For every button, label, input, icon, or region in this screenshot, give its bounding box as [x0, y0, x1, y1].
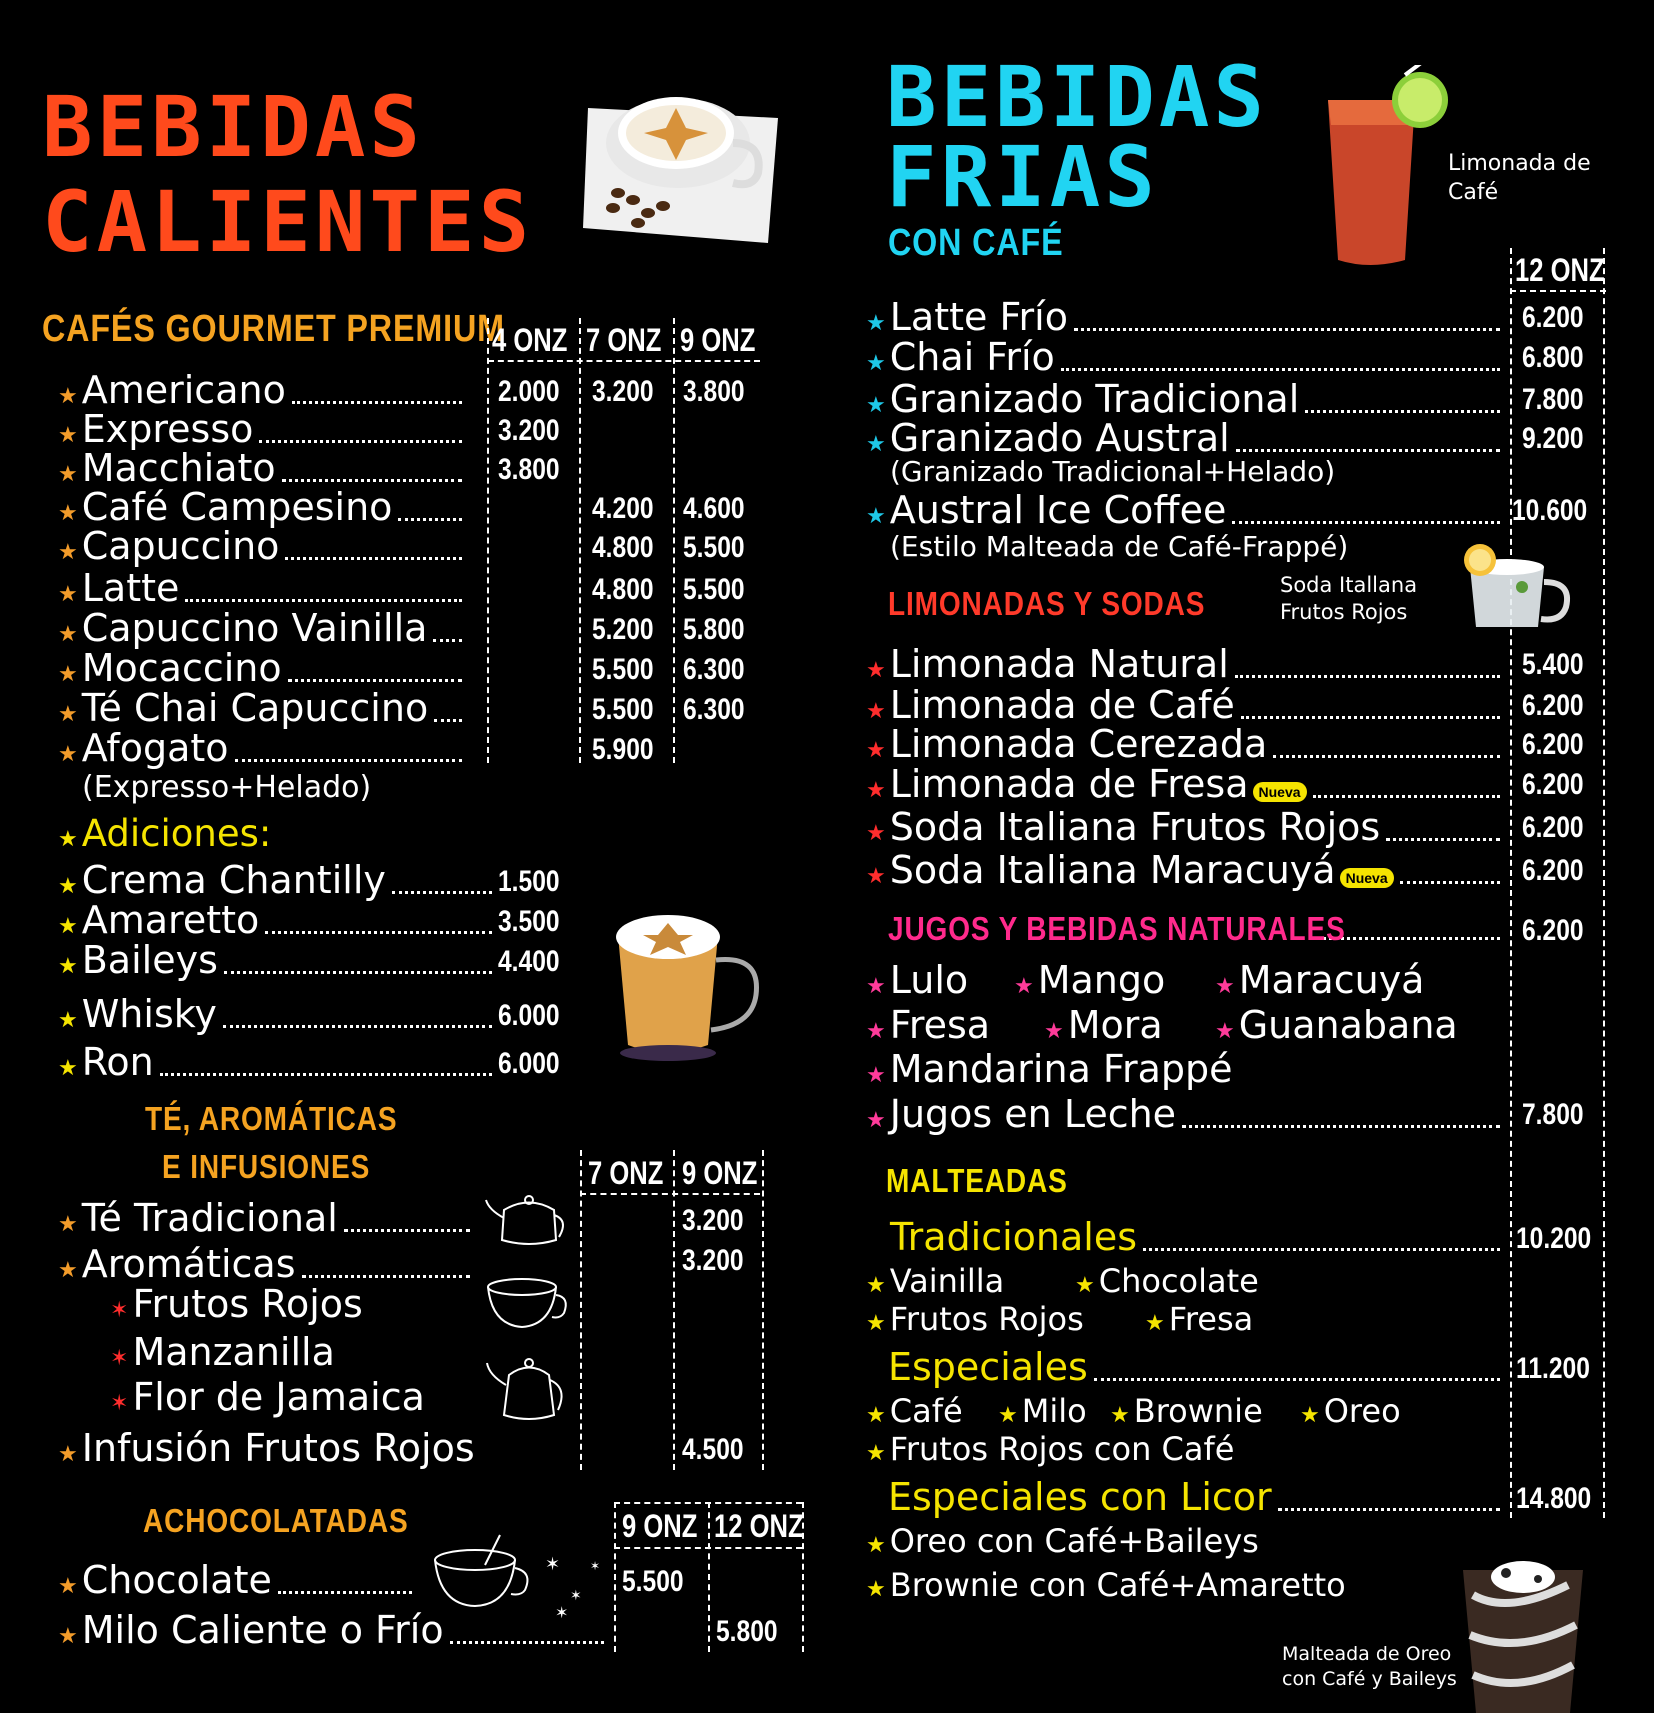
- limonada-row: [866, 848, 1506, 892]
- gourmet-price-p3: 6.300: [683, 653, 745, 686]
- star-icon: ★: [866, 504, 886, 529]
- achoco-col-9onz: 9 ONZ: [622, 1508, 698, 1544]
- svg-text:✶: ✶: [590, 1559, 601, 1573]
- licor-row: [888, 1475, 1506, 1519]
- cold-title-line1: BEBIDAS: [886, 48, 1269, 146]
- teapot-icon: [484, 1190, 574, 1250]
- limonada-name: Soda Italiana Maracuyá: [889, 848, 1336, 892]
- flavor-frutos-rojos-cafe: ★ Frutos Rojos con Café: [866, 1430, 1235, 1468]
- star-icon: ★: [58, 540, 78, 565]
- con-cafe-price: 6.800: [1522, 341, 1584, 374]
- con-cafe-name: Granizado Tradicional: [889, 377, 1300, 421]
- gourmet-col-7onz: 7 ONZ: [586, 322, 662, 358]
- star-icon: ★: [866, 658, 886, 683]
- aromatica-manzanilla-label: Manzanilla: [132, 1330, 335, 1374]
- con-cafe-row: [866, 416, 1506, 460]
- milo-row: ★ Milo Caliente o Frío: [58, 1608, 610, 1652]
- milo-price: 5.800: [716, 1615, 778, 1648]
- star-icon: ★: [866, 432, 886, 457]
- gourmet-item-row: [58, 407, 468, 451]
- aromaticas-name: Aromáticas: [81, 1242, 296, 1286]
- chocolate-name: Chocolate: [81, 1558, 272, 1602]
- gourmet-item-name: Afogato: [81, 726, 229, 770]
- con-cafe-price: 9.200: [1522, 422, 1584, 455]
- gourmet-price-p2: 4.800: [592, 573, 654, 606]
- limonada-name: Limonada Cerezada: [889, 722, 1268, 766]
- jugos-leche-name: Jugos en Leche: [889, 1092, 1177, 1136]
- gourmet-item-name: Capuccino Vainilla: [81, 606, 428, 650]
- gourmet-price-p3: 5.500: [683, 573, 745, 606]
- limonada-price: 6.200: [1522, 728, 1584, 761]
- gourmet-price-p2: 3.200: [592, 375, 654, 408]
- achoco-col-12onz: 12 ONZ: [714, 1508, 804, 1544]
- flavor-brownie-label: Brownie: [1133, 1392, 1263, 1430]
- gourmet-price-p2: 4.800: [592, 531, 654, 564]
- limonada-row: [866, 722, 1506, 766]
- malteada-oreo-caption: Malteada de Oreo con Café y Baileys: [1282, 1643, 1457, 1690]
- gourmet-item-row: [58, 606, 468, 650]
- aromatica-manzanilla: ✶ Manzanilla: [110, 1330, 335, 1374]
- flavor-vainilla: ★ Vainilla: [866, 1262, 1005, 1300]
- gourmet-item-row: [58, 686, 468, 730]
- limonada-de-cafe-caption: Limonada de Café: [1448, 151, 1591, 205]
- gourmet-price-p3: 4.600: [683, 492, 745, 525]
- adicion-row: [58, 938, 498, 982]
- flavor-frutos-rojos-label: Frutos Rojos: [889, 1300, 1084, 1338]
- achoco-title: ACHOCOLATADAS: [143, 1502, 409, 1539]
- gourmet-price-p3: 5.800: [683, 613, 745, 646]
- flavor-frutos-rojos-cafe-label: Frutos Rojos con Café: [889, 1430, 1235, 1468]
- nueva-badge: Nueva: [1340, 868, 1394, 888]
- star-icon: ★: [58, 462, 78, 487]
- te-title-line2: E INFUSIONES: [162, 1148, 371, 1185]
- flavor-milo-label: Milo: [1021, 1392, 1087, 1430]
- star-icon: ★: [866, 778, 886, 803]
- gourmet-price-p3: 3.800: [683, 375, 745, 408]
- milo-name: Milo Caliente o Frío: [81, 1608, 444, 1652]
- fruit-maracuya-label: Maracuyá: [1238, 958, 1425, 1002]
- star-icon: ★: [58, 874, 78, 899]
- gourmet-price-p2: 4.200: [592, 492, 654, 525]
- con-cafe-name: Granizado Austral: [889, 416, 1230, 460]
- licor-brownie: ★ Brownie con Café+Amaretto: [866, 1566, 1346, 1604]
- tradicionales-name: Tradicionales: [890, 1215, 1138, 1259]
- cappuccino-image: [578, 88, 788, 258]
- limonada-price: 6.200: [1522, 768, 1584, 801]
- gourmet-item-name: Latte: [81, 566, 180, 610]
- fruit-mandarina-label: Mandarina Frappé: [889, 1047, 1233, 1091]
- flavor-fresa: ★ Fresa: [1145, 1300, 1254, 1338]
- te-tradicional-name: Té Tradicional: [81, 1196, 338, 1240]
- aromatica-frutos-rojos: ✶ Frutos Rojos: [110, 1282, 363, 1326]
- star-icon: ★: [58, 662, 78, 687]
- infusion-name: Infusión Frutos Rojos: [81, 1426, 475, 1470]
- teacup-icon: [482, 1275, 572, 1335]
- limonada-price: 6.200: [1522, 811, 1584, 844]
- gourmet-price-p2: 5.900: [592, 733, 654, 766]
- gourmet-item-name: Capuccino: [81, 524, 280, 568]
- gourmet-item-row: [58, 646, 468, 690]
- gourmet-item-row: [58, 524, 468, 568]
- limonada-name: Limonada de Fresa: [889, 762, 1249, 806]
- hot-title-line2: CALIENTES: [42, 173, 534, 271]
- con-cafe-price: 10.600: [1512, 494, 1588, 527]
- limonada-row: [866, 642, 1506, 686]
- limonada-name: Soda Italiana Frutos Rojos: [889, 805, 1381, 849]
- adicion-price: 3.500: [498, 905, 560, 938]
- star-icon: ★: [58, 954, 78, 979]
- gourmet-price-p2: 5.200: [592, 613, 654, 646]
- con-cafe-row: [866, 377, 1506, 421]
- gourmet-item-row: [58, 446, 468, 490]
- aromatica-flor-jamaica-label: Flor de Jamaica: [132, 1375, 425, 1419]
- adiciones-title: Adiciones:: [81, 812, 272, 855]
- gourmet-price-p1: 2.000: [498, 375, 560, 408]
- svg-text:✶: ✶: [545, 1554, 561, 1575]
- aromatica-frutos-rojos-label: Frutos Rojos: [132, 1282, 363, 1326]
- adicion-price: 6.000: [498, 1047, 560, 1080]
- especiales-row: [888, 1345, 1506, 1389]
- flavor-chocolate-label: Chocolate: [1098, 1262, 1259, 1300]
- chocolate-cup-icon: [420, 1530, 610, 1620]
- flavor-fresa-label: Fresa: [1168, 1300, 1254, 1338]
- licor-brownie-label: Brownie con Café+Amaretto: [889, 1566, 1346, 1604]
- con-cafe-row: [866, 335, 1506, 379]
- adicion-price: 1.500: [498, 865, 560, 898]
- adicion-row: [58, 858, 498, 902]
- star-icon: ★: [58, 622, 78, 647]
- adicion-name: Whisky: [81, 992, 217, 1036]
- con-cafe-name: Latte Frío: [889, 295, 1068, 339]
- adicion-name: Crema Chantilly: [81, 858, 386, 902]
- star-icon: ★: [58, 914, 78, 939]
- gourmet-price-p3: 5.500: [683, 531, 745, 564]
- aromaticas-price: 3.200: [682, 1244, 744, 1277]
- gourmet-item-name: Macchiato: [81, 446, 276, 490]
- latte-glass-image: [608, 905, 778, 1065]
- fruit-mango: ★ Mango: [1014, 958, 1166, 1002]
- star-icon: ★: [866, 351, 886, 376]
- especiales-name: Especiales: [888, 1345, 1088, 1389]
- limonada-name: Limonada de Café: [889, 683, 1235, 727]
- fruit-fresa: ★ Fresa: [866, 1003, 991, 1047]
- licor-name: Especiales con Licor: [888, 1475, 1272, 1519]
- fruit-mandarina: ★ Mandarina Frappé: [866, 1047, 1233, 1091]
- gourmet-item-row: [58, 726, 468, 770]
- gourmet-item-name: Mocaccino: [81, 646, 282, 690]
- flavor-frutos-rojos: ★ Frutos Rojos: [866, 1300, 1084, 1338]
- star-icon: ★: [866, 821, 886, 846]
- especiales-price: 11.200: [1516, 1352, 1590, 1385]
- svg-text:✶: ✶: [555, 1603, 569, 1620]
- limonadas-title: LIMONADAS Y SODAS: [888, 585, 1206, 622]
- afogato-note: (Expresso+Helado): [82, 770, 372, 805]
- flavor-cafe-label: Café: [889, 1392, 963, 1430]
- star-icon: ★: [58, 582, 78, 607]
- star-icon: ★: [866, 864, 886, 889]
- licor-oreo-label: Oreo con Café+Baileys: [889, 1522, 1259, 1560]
- star-icon: ★: [58, 501, 78, 526]
- star-icon: ★: [58, 702, 78, 727]
- malteada-oreo-image: [1458, 1555, 1588, 1713]
- infusion-price: 4.500: [682, 1433, 744, 1466]
- con-cafe-row: [866, 295, 1506, 339]
- adicion-name: Baileys: [81, 938, 218, 982]
- gourmet-item-name: Expresso: [81, 407, 254, 451]
- aromaticas-row: ★ Aromáticas: [58, 1242, 476, 1286]
- fruit-mora-label: Mora: [1067, 1003, 1163, 1047]
- limonada-price: 5.400: [1522, 648, 1584, 681]
- flavor-milo: ★ Milo: [998, 1392, 1087, 1430]
- star-icon: ★: [866, 738, 886, 763]
- gourmet-item-row: [58, 485, 468, 529]
- adicion-price: 4.400: [498, 945, 560, 978]
- adicion-row: [58, 898, 498, 942]
- gourmet-item-name: Americano: [81, 368, 286, 412]
- con-cafe-price: 6.200: [1522, 301, 1584, 334]
- gourmet-price-p1: 3.200: [498, 414, 560, 447]
- licor-price: 14.800: [1516, 1482, 1592, 1515]
- limonada-price: 6.200: [1522, 854, 1584, 887]
- te-title-line1: TÉ, AROMÁTICAS: [145, 1100, 398, 1137]
- adicion-row: [58, 1040, 498, 1084]
- fruit-mango-label: Mango: [1037, 958, 1166, 1002]
- fruit-lulo: ★ Lulo: [866, 958, 969, 1002]
- fruit-guanabana: ★ Guanabana: [1215, 1003, 1458, 1047]
- hot-title-line1: BEBIDAS: [42, 78, 425, 176]
- jugos-leche-row: ★ Jugos en Leche: [866, 1092, 1506, 1136]
- star-icon: ★: [866, 393, 886, 418]
- adicion-name: Amaretto: [81, 898, 260, 942]
- gourmet-title: CAFÉS GOURMET PREMIUM: [42, 308, 505, 350]
- chocolate-price: 5.500: [622, 1565, 684, 1598]
- flavor-cafe: ★ Café: [866, 1392, 963, 1430]
- flavor-oreo-label: Oreo: [1323, 1392, 1401, 1430]
- svg-text:✶: ✶: [570, 1588, 582, 1604]
- jugos-price: 6.200: [1522, 914, 1584, 947]
- gourmet-price-p2: 5.500: [592, 653, 654, 686]
- limonada-de-cafe-image: [1320, 65, 1460, 275]
- fruit-guanabana-label: Guanabana: [1238, 1003, 1458, 1047]
- fruit-fresa-label: Fresa: [889, 1003, 991, 1047]
- limonada-row: [866, 805, 1506, 849]
- star-icon: ★: [866, 699, 886, 724]
- soda-caption: Soda Itallana Frutos Rojos: [1280, 573, 1418, 625]
- adiciones-title-row: ★ Adiciones:: [58, 812, 272, 855]
- cold-title-line2: FRIAS: [886, 128, 1159, 226]
- te-col-7onz: 7 ONZ: [588, 1155, 664, 1191]
- gourmet-item-name: Café Campesino: [81, 485, 393, 529]
- fruit-maracuya: ★ Maracuyá: [1215, 958, 1425, 1002]
- gourmet-col-9onz: 9 ONZ: [680, 322, 756, 358]
- te-col-9onz: 9 ONZ: [682, 1155, 758, 1191]
- gourmet-item-row: [58, 368, 468, 412]
- gourmet-item-row: [58, 566, 468, 610]
- gourmet-col-4onz: 4 ONZ: [492, 322, 568, 358]
- con-cafe-row: [866, 488, 1506, 532]
- star-icon: ★: [58, 384, 78, 409]
- con-cafe-name: Austral Ice Coffee: [889, 488, 1227, 532]
- aromatica-flor-jamaica: ✶ Flor de Jamaica: [110, 1375, 425, 1419]
- flavor-brownie: ★ Brownie: [1110, 1392, 1263, 1430]
- malteadas-title: MALTEADAS: [886, 1162, 1068, 1199]
- tradicionales-row: [890, 1215, 1506, 1259]
- chocolate-row: ★ Chocolate: [58, 1558, 418, 1602]
- con-cafe-price: 7.800: [1522, 383, 1584, 416]
- con-cafe-title: CON CAFÉ: [888, 222, 1064, 264]
- fruit-mora: ★ Mora: [1044, 1003, 1163, 1047]
- licor-oreo: ★ Oreo con Café+Baileys: [866, 1522, 1259, 1560]
- granizado-note: (Granizado Tradicional+Helado): [890, 455, 1336, 488]
- con-cafe-col-12onz: 12 ONZ: [1515, 252, 1605, 288]
- gourmet-item-name: Té Chai Capuccino: [81, 686, 429, 730]
- con-cafe-name: Chai Frío: [889, 335, 1055, 379]
- infusion-row: ★ Infusión Frutos Rojos: [58, 1426, 475, 1470]
- limonada-row: [866, 683, 1506, 727]
- flavor-oreo: ★ Oreo: [1300, 1392, 1401, 1430]
- star-icon: ★: [58, 1008, 78, 1033]
- star-icon: ★: [58, 742, 78, 767]
- jugos-title-row: [888, 910, 1506, 948]
- gourmet-price-p1: 3.800: [498, 453, 560, 486]
- adicion-name: Ron: [81, 1040, 154, 1084]
- te-tradicional-price: 3.200: [682, 1204, 744, 1237]
- jugos-leche-price: 7.800: [1522, 1098, 1584, 1131]
- gourmet-price-p3: 6.300: [683, 693, 745, 726]
- limonada-row: [866, 762, 1506, 806]
- adicion-price: 6.000: [498, 999, 560, 1032]
- tradicionales-price: 10.200: [1516, 1222, 1592, 1255]
- flavor-vainilla-label: Vainilla: [889, 1262, 1005, 1300]
- fruit-lulo-label: Lulo: [889, 958, 969, 1002]
- gourmet-price-p2: 5.500: [592, 693, 654, 726]
- star-icon: ★: [58, 423, 78, 448]
- soda-italiana-image: [1452, 542, 1582, 632]
- limonada-price: 6.200: [1522, 689, 1584, 722]
- te-tradicional-row: ★ Té Tradicional: [58, 1196, 476, 1240]
- star-icon: ★: [58, 1056, 78, 1081]
- austral-note: (Estilo Malteada de Café-Frappé): [890, 530, 1349, 563]
- limonada-name: Limonada Natural: [889, 642, 1229, 686]
- star-icon: ★: [866, 311, 886, 336]
- flavor-chocolate: ★ Chocolate: [1075, 1262, 1259, 1300]
- nueva-badge: Nueva: [1253, 782, 1307, 802]
- kettle-icon: [484, 1345, 574, 1425]
- jugos-title: JUGOS Y BEBIDAS NATURALES: [888, 910, 1346, 947]
- adicion-row: [58, 992, 498, 1036]
